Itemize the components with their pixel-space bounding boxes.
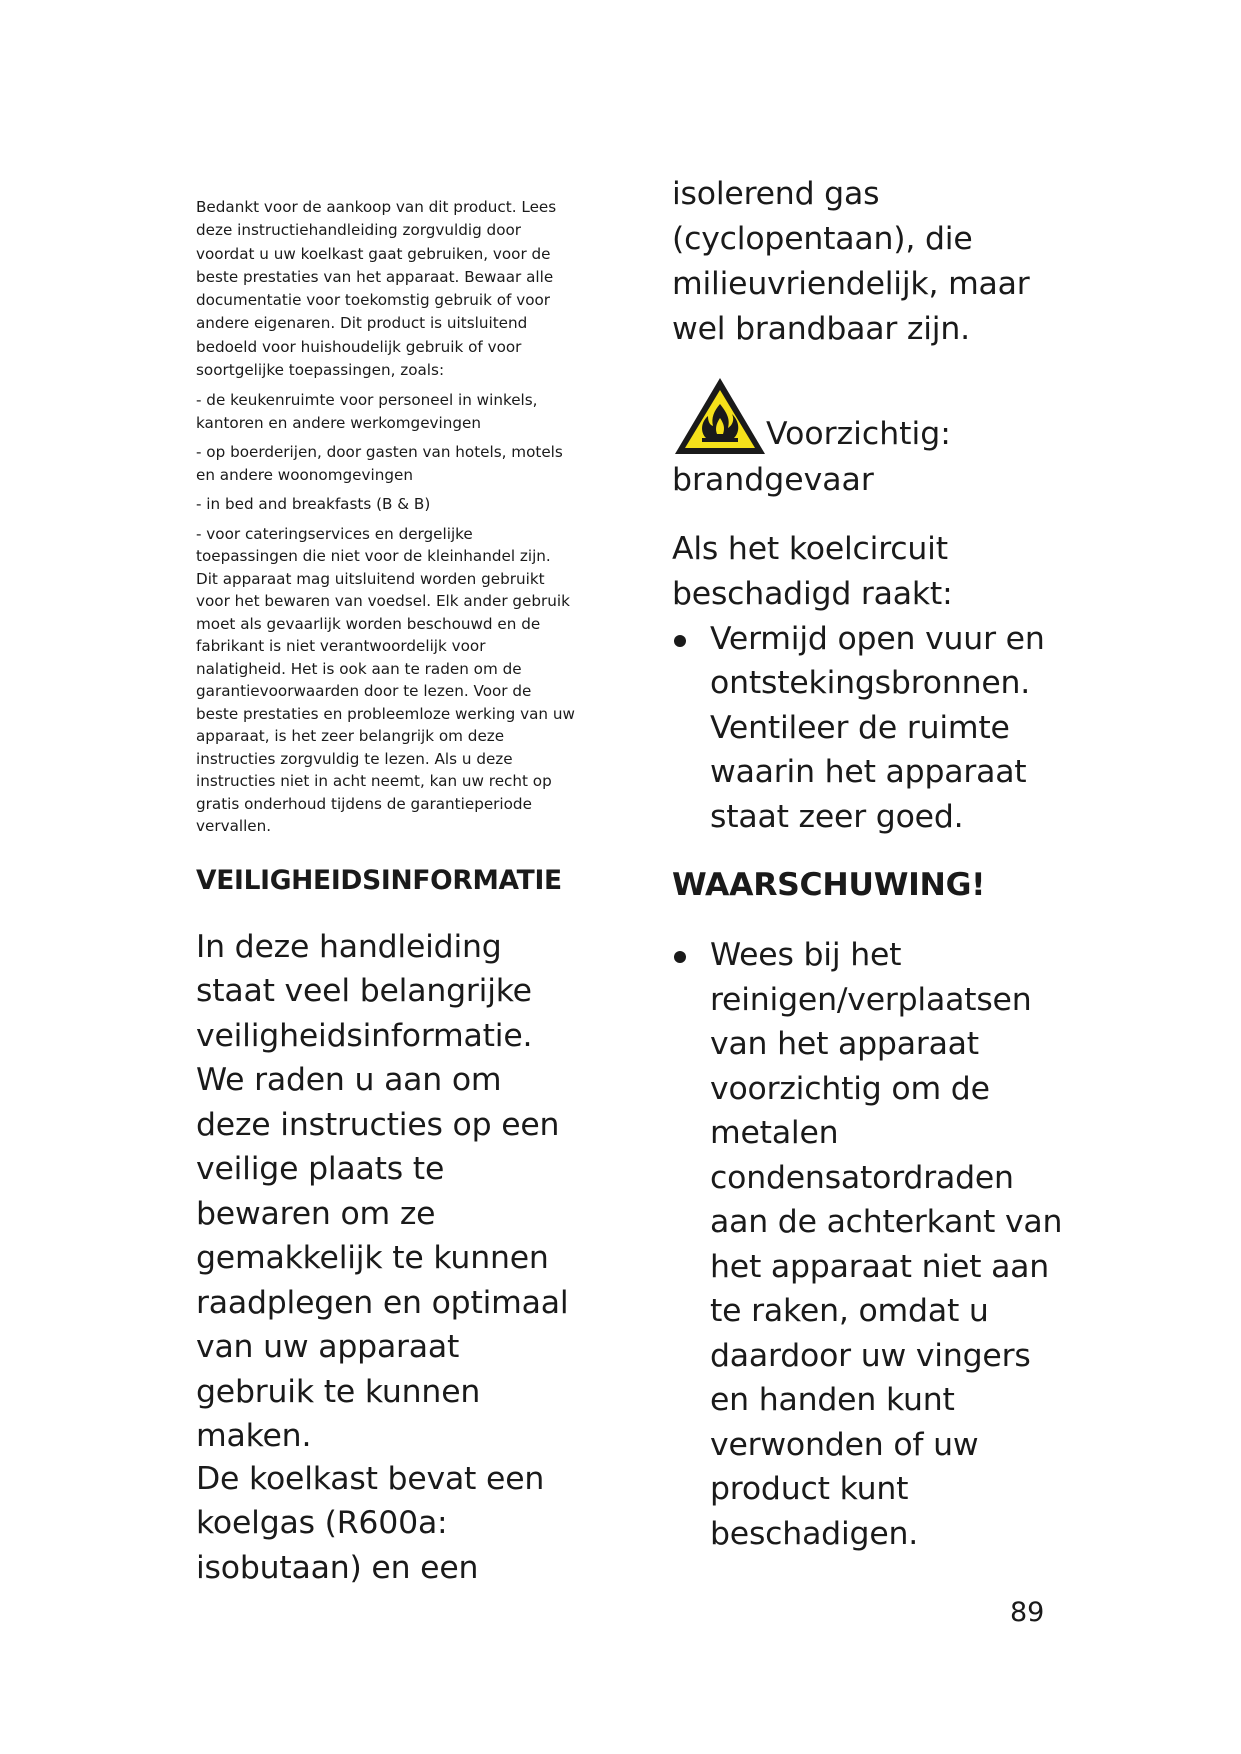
usage-item: - op boerderijen, door gasten van hotels, motels en andere woonomgevingen [196, 443, 563, 484]
bullet-text: Vermijd open vuur en ontstekingsbronnen. Ventileer de ruimte waarin het apparaat staat zeer goed. [710, 620, 1045, 835]
caution-block [672, 374, 1072, 503]
list-item [672, 933, 1072, 1556]
caution-text: brandgevaar [672, 462, 874, 498]
left-column [196, 196, 576, 1590]
usage-item: - in bed and breakfasts (B & B) [196, 495, 431, 514]
warning-heading: WAARSCHUWING! [672, 867, 986, 903]
gas-paragraph-end: isolerend gas (cyclopentaan), die milieuvriendelijk, maar wel brandbaar zijn. [672, 176, 1030, 347]
flammable-warning-icon [672, 374, 768, 458]
caution-label: Voorzichtig: [766, 415, 951, 452]
safety-heading: VEILIGHEIDSINFORMATIE [196, 864, 562, 896]
usage-item: - de keukenruimte voor personeel in winkels, kantoren en andere werkomgevingen [196, 391, 538, 432]
bullet-icon [674, 951, 686, 963]
intro-paragraph: Bedankt voor de aankoop van dit product. Lees deze instructiehandleiding zorgvuldig door voordat u uw koelkast gaat gebruiken, voor de beste prestaties van het apparaat. Bewaar alle documentatie voor toekomstig gebruik of voor andere eigenaren. Dit product is uitsluitend bedoeld voor huishoudelijk gebruik of voor soortgelijke toepassingen, zoals: [196, 198, 557, 380]
gas-paragraph-start: De koelkast bevat een koelgas (R600a: isobutaan) en een [196, 1460, 545, 1586]
right-column [672, 172, 1072, 1556]
list-item [672, 617, 1072, 840]
bullet-icon [674, 635, 686, 647]
page-number: 89 [1010, 1597, 1045, 1628]
circuit-intro: Als het koelcircuit beschadigd raakt: [672, 530, 953, 612]
bullet-text: Wees bij het reinigen/verplaatsen van het apparaat voorzichtig om de metalen condensatordraden aan de achterkant van het apparaat niet aan te raken, omdat u daardoor uw vingers en handen kunt verwonden of uw product kunt beschadigen. [710, 937, 1063, 1552]
safety-paragraph: In deze handleiding staat veel belangrijke veiligheidsinformatie. We raden u aan om deze instructies op een veilige plaats te bewaren om ze gemakkelijk te kunnen raadplegen en optimaal van uw apparaat gebruik te kunnen maken. [196, 928, 569, 1455]
circuit-bullet-list [672, 617, 1072, 840]
warning-bullet-list [672, 933, 1072, 1556]
usage-item: - voor cateringservices en dergelijke toepassingen die niet voor de kleinhandel zijn. Dit apparaat mag uitsluitend worden gebruikt voor het bewaren van voedsel. Elk ander gebruik moet als gevaarlijk worden beschouwd en de fabrikant is niet verantwoordelijk voor nalatigheid. Het is ook aan te raden om de garantievoorwaarden door te lezen. Voor de beste prestaties en probleemloze werking van uw apparaat, is het zeer belangrijk om deze instructies zorgvuldig te lezen. Als u deze instructies niet in acht neemt, kan uw recht op gratis onderhoud tijdens de garantieperiode vervallen. [196, 524, 575, 836]
